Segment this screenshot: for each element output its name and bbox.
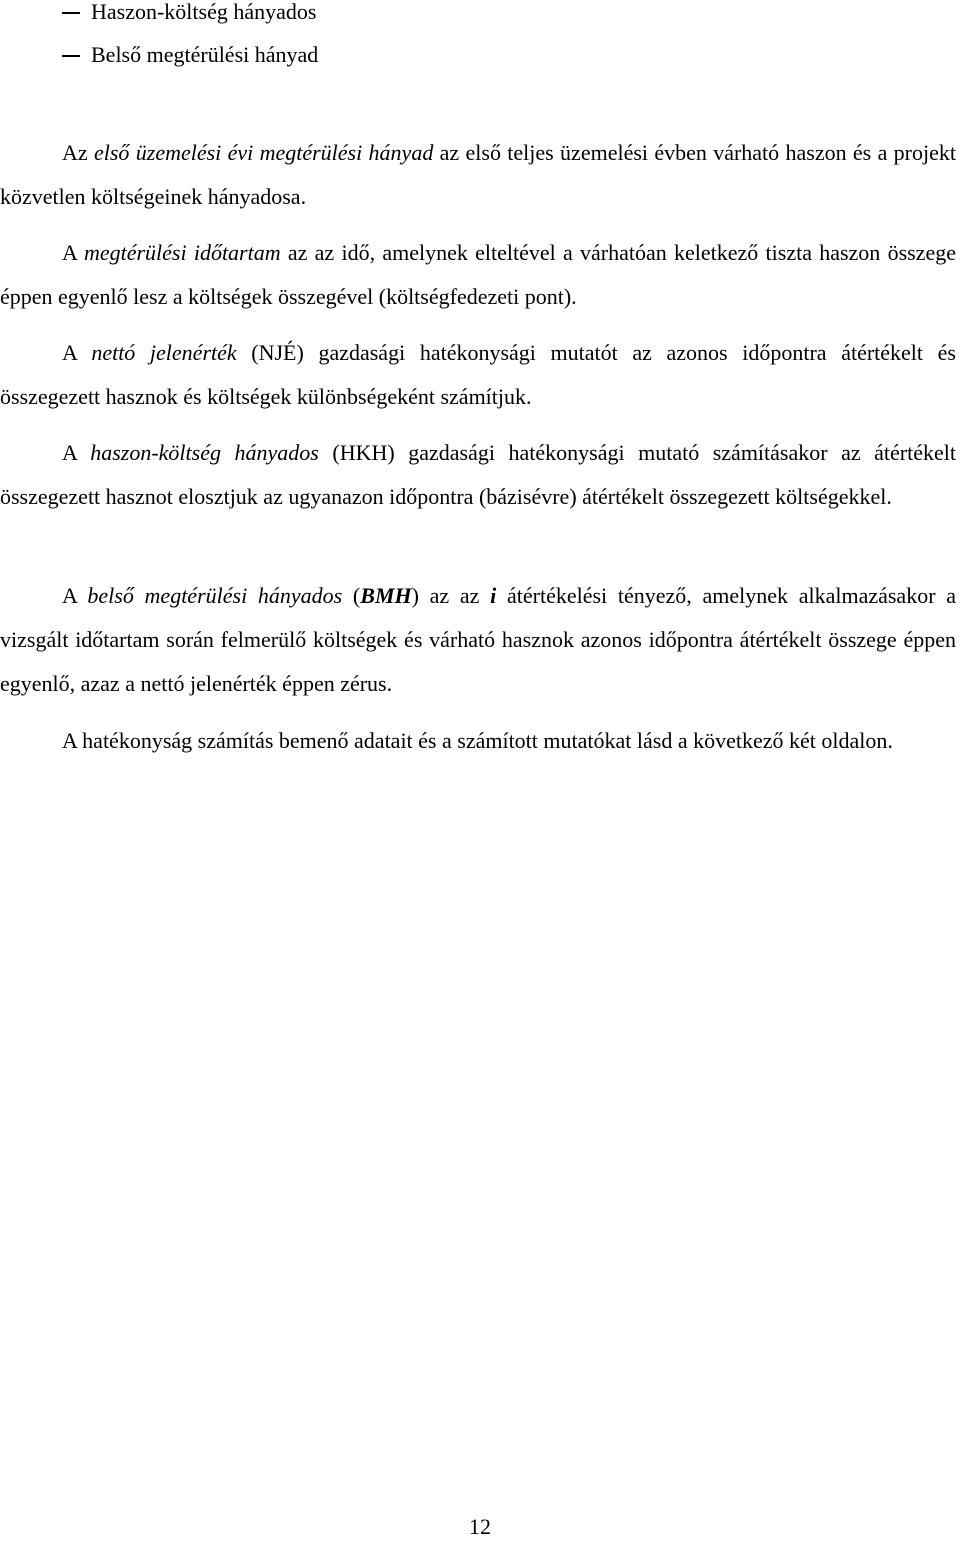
paragraph-first-year-return <box>0 131 956 219</box>
paragraph-see-next-pages <box>0 719 956 763</box>
defined-term: haszon-költség hányados <box>90 440 319 465</box>
bullet-item <box>62 0 316 27</box>
paragraph-text: ) az az <box>411 583 491 608</box>
abbreviation: BMH <box>360 583 412 608</box>
paragraph-text: átértékelési tényező, amelynek alkalmazásakor a vizsgált időtartam során felmerülő költségek és várható hasznok azonos időpontra átértékelt összege éppen egyenlő, azaz a nettó jelenérték éppen zérus. <box>0 583 956 696</box>
defined-term: belső megtérülési hányados <box>87 583 343 608</box>
paragraph-text: A <box>62 583 88 608</box>
paragraph-text: (NJÉ) gazdasági hatékonysági mutatót az azonos időpontra átértékelt és összegezett hasznok és költségek különbségeként számítjuk. <box>0 340 956 409</box>
paragraph-text: A <box>62 240 84 265</box>
paragraph-text: (HKH) gazdasági hatékonysági mutató számításakor az átértékelt összegezett hasznot elosztjuk az ugyanazon időpontra (bázisévre) átértékelt összegezett költségekkel. <box>0 440 956 509</box>
paragraph-benefit-cost-ratio <box>0 431 956 519</box>
page-number: 12 <box>469 1514 491 1539</box>
paragraph-text: az az idő, amelynek elteltével a várhatóan keletkező tiszta haszon összege éppen egyenlő lesz a költségek összegével (költségfedezeti pont). <box>0 240 956 309</box>
paragraph-net-present-value <box>0 331 956 419</box>
defined-term: első üzemelési évi megtérülési hányad <box>93 140 434 165</box>
bullet-text: Belső megtérülési hányad <box>91 42 319 67</box>
dash-bullet-icon <box>62 12 80 14</box>
paragraph-internal-rate-of-return <box>0 574 956 706</box>
paragraph-text: ( <box>342 583 361 608</box>
math-symbol: i <box>490 583 497 608</box>
paragraph-payback-period <box>0 231 956 319</box>
bullet-item <box>62 40 318 70</box>
paragraph-text: A <box>62 440 91 465</box>
paragraph-text: az első teljes üzemelési évben várható haszon és a projekt közvetlen költségeinek hányadosa. <box>0 140 956 209</box>
dash-bullet-icon <box>62 55 80 57</box>
paragraph-text: Az <box>62 140 94 165</box>
bullet-text: Haszon-költség hányados <box>91 0 317 24</box>
defined-term: megtérülési időtartam <box>83 240 281 265</box>
paragraph-text: A hatékonyság számítás bemenő adatait és a számított mutatókat lásd a következő két oldalon. <box>62 728 893 753</box>
paragraph-text: A <box>62 340 92 365</box>
defined-term: nettó jelenérték <box>91 340 237 365</box>
